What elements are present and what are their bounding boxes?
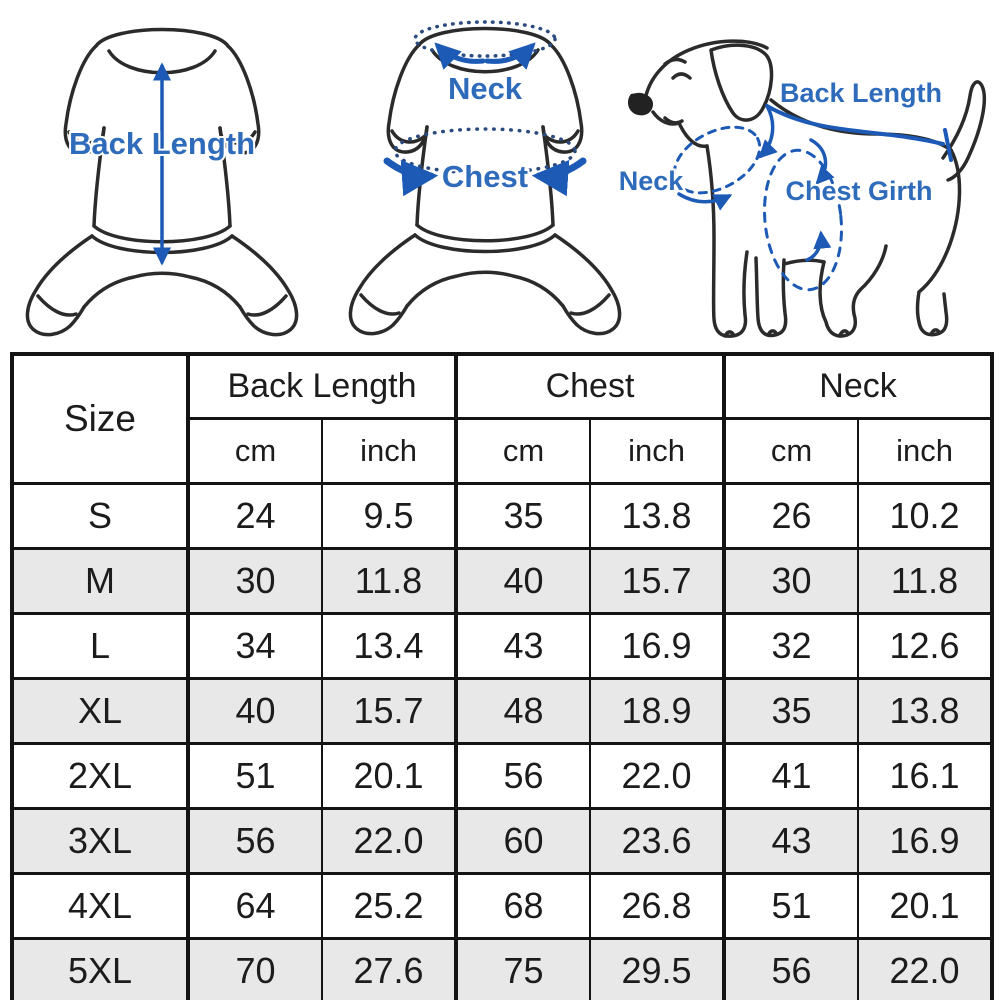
back-length-label: Back Length: [68, 126, 256, 161]
value-cell: 25.2: [322, 874, 456, 939]
value-cell: 43: [456, 614, 590, 679]
value-cell: 35: [456, 484, 590, 549]
dog-measurement-diagram: [615, 12, 995, 344]
value-cell: 15.7: [590, 549, 724, 614]
neck-label: Neck: [447, 71, 523, 106]
value-cell: 75: [456, 939, 590, 1000]
size-cell: 2XL: [12, 744, 188, 809]
value-cell: 70: [188, 939, 322, 1000]
garment-front-view-diagram: [335, 0, 635, 348]
value-cell: 68: [456, 874, 590, 939]
dog-ear: [711, 45, 772, 120]
table-row: [12, 939, 992, 1000]
back-length-group-header: Back Length: [188, 354, 456, 419]
value-cell: 56: [188, 809, 322, 874]
unit-header: cm: [724, 419, 858, 484]
value-cell: 11.8: [322, 549, 456, 614]
value-cell: 12.6: [858, 614, 992, 679]
size-chart-table-wrap: [10, 352, 994, 1000]
back-length-measure-line: [767, 106, 943, 144]
value-cell: 40: [188, 679, 322, 744]
chest-label: Chest: [441, 159, 529, 194]
value-cell: 56: [456, 744, 590, 809]
dog-chest-arrow-bottom: [807, 234, 821, 260]
value-cell: 35: [724, 679, 858, 744]
size-cell: L: [12, 614, 188, 679]
neck-arrow-left: [438, 46, 483, 61]
value-cell: 10.2: [858, 484, 992, 549]
dog-neck-label: Neck: [618, 166, 684, 196]
unit-header: inch: [858, 419, 992, 484]
value-cell: 18.9: [590, 679, 724, 744]
table-row: [12, 549, 992, 614]
value-cell: 26.8: [590, 874, 724, 939]
size-cell: S: [12, 484, 188, 549]
value-cell: 32: [724, 614, 858, 679]
value-cell: 22.0: [858, 939, 992, 1000]
value-cell: 40: [456, 549, 590, 614]
size-cell: M: [12, 549, 188, 614]
value-cell: 41: [724, 744, 858, 809]
back-length-start-arrow: [761, 106, 773, 156]
value-cell: 64: [188, 874, 322, 939]
dog-back-length-label: Back Length: [779, 78, 943, 108]
value-cell: 56: [724, 939, 858, 1000]
size-chart-table: [10, 352, 994, 1000]
value-cell: 20.1: [322, 744, 456, 809]
value-cell: 11.8: [858, 549, 992, 614]
dog-chest-girth-label: Chest Girth: [785, 176, 933, 206]
table-row: [12, 614, 992, 679]
value-cell: 22.0: [590, 744, 724, 809]
value-cell: 30: [188, 549, 322, 614]
value-cell: 29.5: [590, 939, 724, 1000]
table-row: [12, 679, 992, 744]
dog-tail: [943, 82, 984, 180]
neck-arrow-right: [487, 46, 532, 61]
unit-header: cm: [188, 419, 322, 484]
garment-back-view-diagram: [12, 4, 312, 349]
unit-header: inch: [590, 419, 724, 484]
size-column-header: Size: [12, 354, 188, 484]
dog-chest-dashed-ellipse: [758, 146, 848, 293]
size-cell: 5XL: [12, 939, 188, 1000]
table-row: [12, 744, 992, 809]
value-cell: 24: [188, 484, 322, 549]
neck-group-header: Neck: [724, 354, 992, 419]
size-cell: 3XL: [12, 809, 188, 874]
chest-arrow-left: [387, 161, 431, 176]
table-row: [12, 809, 992, 874]
value-cell: 51: [188, 744, 322, 809]
value-cell: 16.9: [590, 614, 724, 679]
value-cell: 30: [724, 549, 858, 614]
unit-header: inch: [322, 419, 456, 484]
value-cell: 60: [456, 809, 590, 874]
chest-group-header: Chest: [456, 354, 724, 419]
value-cell: 43: [724, 809, 858, 874]
value-cell: 22.0: [322, 809, 456, 874]
value-cell: 13.8: [858, 679, 992, 744]
size-cell: XL: [12, 679, 188, 744]
value-cell: 16.1: [858, 744, 992, 809]
value-cell: 13.4: [322, 614, 456, 679]
unit-header: cm: [456, 419, 590, 484]
dog-neck-arrow: [679, 194, 729, 202]
dog-eye: [673, 74, 690, 78]
value-cell: 48: [456, 679, 590, 744]
value-cell: 23.6: [590, 809, 724, 874]
value-cell: 16.9: [858, 809, 992, 874]
value-cell: 15.7: [322, 679, 456, 744]
table-row: [12, 874, 992, 939]
value-cell: 13.8: [590, 484, 724, 549]
dog-nose: [628, 93, 653, 116]
value-cell: 51: [724, 874, 858, 939]
table-row: [12, 484, 992, 549]
value-cell: 34: [188, 614, 322, 679]
size-cell: 4XL: [12, 874, 188, 939]
value-cell: 20.1: [858, 874, 992, 939]
value-cell: 9.5: [322, 484, 456, 549]
value-cell: 26: [724, 484, 858, 549]
value-cell: 27.6: [322, 939, 456, 1000]
